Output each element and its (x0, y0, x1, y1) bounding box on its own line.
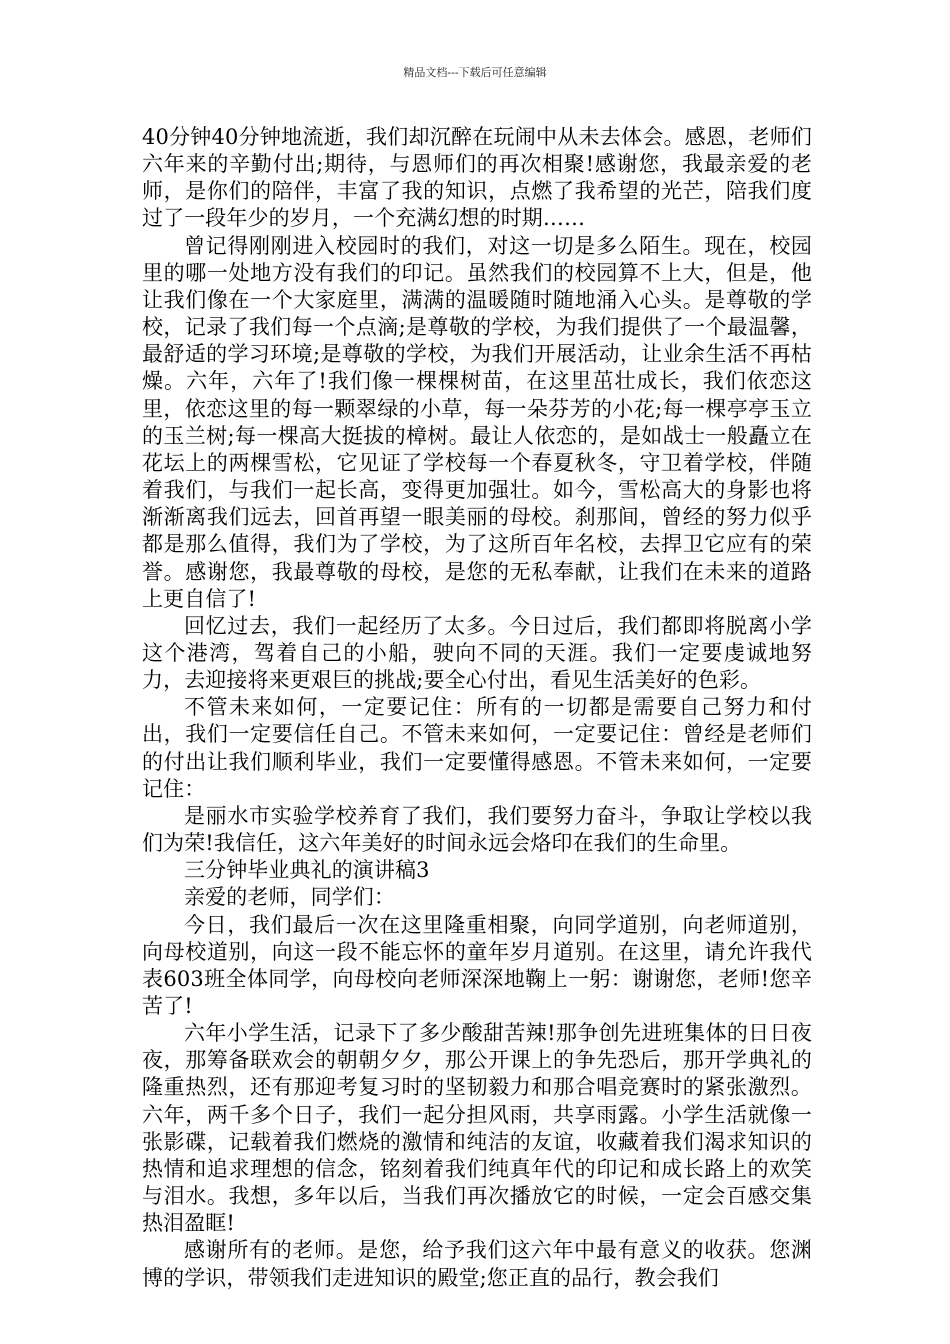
paragraph-2: 曾记得刚刚进入校园时的我们，对这一切是多么陌生。现在，校园里的哪一处地方没有我们的印记。虽然我们的校园算不上大，但是，他让我们像在一个大家庭里，满满的温暖随时随地涌入心头。是尊敬的学校，记录了我们每一个点滴;是尊敬的学校，为我们提供了一个最温馨，最舒适的学习环境;是尊敬的学校，为我们开展活动，让业余生活不再枯燥。六年，六年了!我们像一棵棵树苗，在这里茁壮成长，我们依恋这里，依恋这里的每一颗翠绿的小草，每一朵芬芳的小花;每一棵亭亭玉立的玉兰树;每一棵高大挺拔的樟树。最让人依恋的，是如战士一般矗立在花坛上的两棵雪松，它见证了学校每一个春夏秋冬，守卫着学校，伴随着我们，与我们一起长高，变得更加强壮。如今，雪松高大的身影也将渐渐离我们远去，回首再望一眼美丽的母校。刹那间，曾经的努力似乎都是那么值得，我们为了学校，为了这所百年名校，去捍卫它应有的荣誉。感谢您，我最尊敬的母校，是您的无私奉献，让我们在未来的道路上更自信了! (142, 233, 812, 611)
paragraph-1: 40分钟40分钟地流逝，我们却沉醉在玩闹中从未去体会。感恩，老师们六年来的辛勤付出;期待，与恩师们的再次相聚!感谢您，我最亲爱的老师，是你们的陪伴，丰富了我的知识，点燃了我希望的光芒，陪我们度过了一段年少的岁月，一个充满幻想的时期…… (142, 125, 812, 231)
paragraph-7: 六年小学生活，记录下了多少酸甜苦辣!那争创先进班集体的日日夜夜，那筹备联欢会的朝朝夕夕，那公开课上的争先恐后，那开学典礼的隆重热烈，还有那迎考复习时的坚韧毅力和那合唱竞赛时的紧张激烈。六年，两千多个日子，我们一起分担风雨，共享雨露。小学生活就像一张影碟，记载着我们燃烧的激情和纯洁的友谊，收藏着我们渴求知识的热情和追求理想的信念，铭刻着我们纯真年代的印记和成长路上的欢笑与泪水。我想，多年以后，当我们再次播放它的时候，一定会百感交集热泪盈眶! (142, 1021, 812, 1236)
section-title: 三分钟毕业典礼的演讲稿3 (184, 858, 430, 883)
page-header: 精品文档---下载后可任意编辑 (403, 66, 547, 79)
document-body (142, 124, 812, 1292)
salutation: 亲爱的老师，同学们： (184, 885, 395, 910)
paragraph-6: 今日，我们最后一次在这里隆重相聚，向同学道别，向老师道别，向母校道别，向这一段不能忘怀的童年岁月道别。在这里，请允许我代表603班全体同学，向母校向老师深深地鞠上一躬：谢谢您，老师!您辛苦了! (142, 912, 812, 1018)
paragraph-3: 回忆过去，我们一起经历了太多。今日过后，我们都即将脱离小学这个港湾，驾着自己的小船，驶向不同的天涯。我们一定要虔诚地努力，去迎接将来更艰巨的挑战;要全心付出，看见生活美好的色彩。 (142, 613, 812, 693)
paragraph-5: 是丽水市实验学校养育了我们，我们要努力奋斗，争取让学校以我们为荣!我信任，这六年美好的时间永远会烙印在我们的生命里。 (142, 803, 812, 856)
paragraph-4: 不管未来如何，一定要记住：所有的一切都是需要自己努力和付出，我们一定要信任自己。不管未来如何，一定要记住：曾经是老师们的付出让我们顺利毕业，我们一定要懂得感恩。不管未来如何，一定要记住： (142, 695, 812, 801)
paragraph-8: 感谢所有的老师。是您，给予我们这六年中最有意义的收获。您渊博的学识，带领我们走进知识的殿堂;您正直的品行，教会我们 (142, 1238, 812, 1290)
